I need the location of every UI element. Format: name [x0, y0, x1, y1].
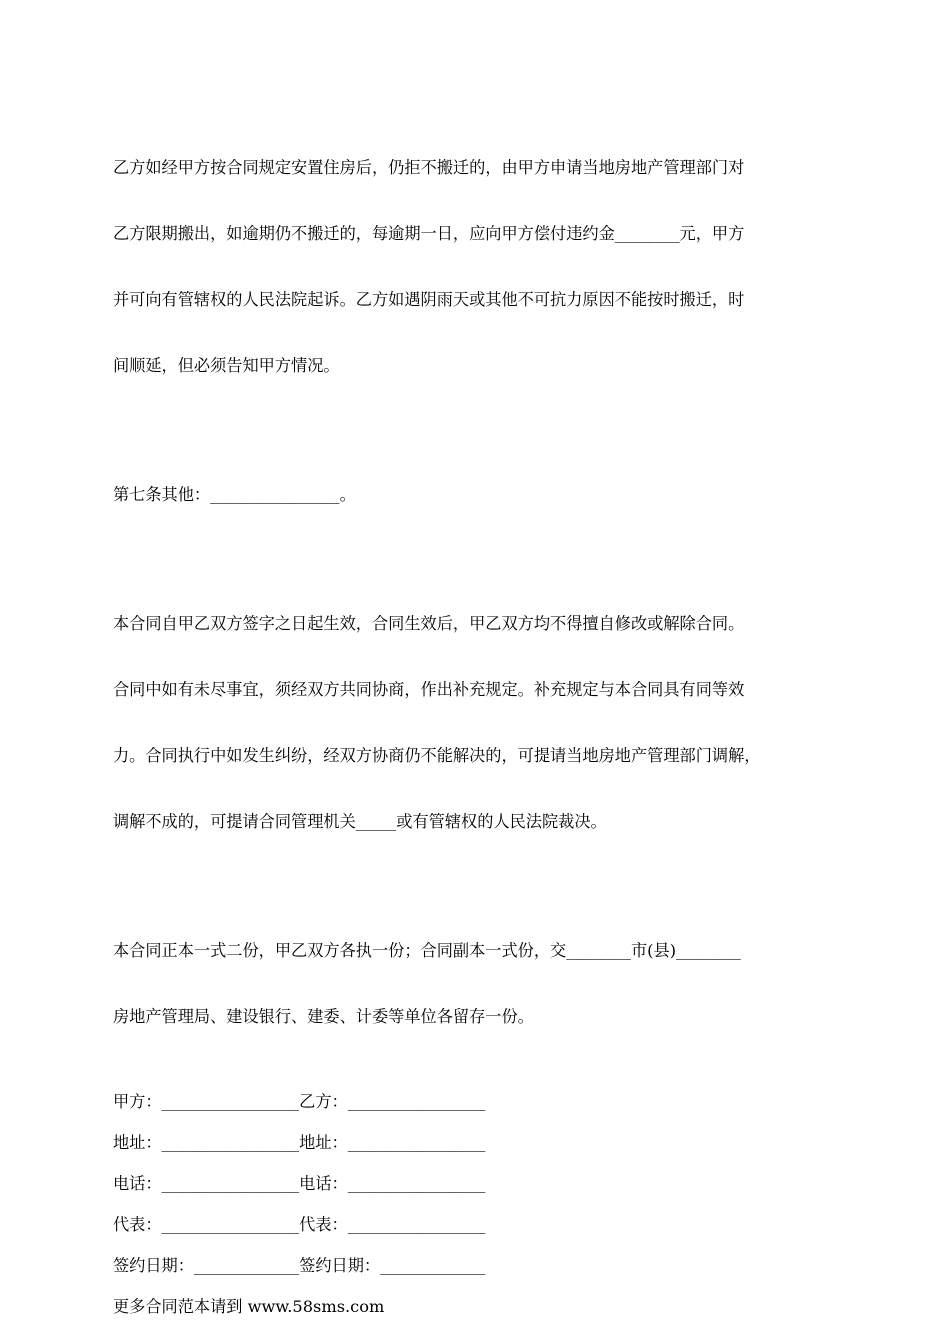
- signature-row-date: 签约日期：_____________签约日期：_____________: [113, 1256, 486, 1275]
- paragraph-article-seven: [113, 440, 845, 550]
- text-line: 力。合同执行中如发生纠纷，经双方协商仍不能解决的，可提请当地房地产管理部门调解，: [113, 746, 761, 765]
- text-line: 房地产管理局、建设银行、建委、计委等单位各留存一份。: [113, 1007, 534, 1026]
- paragraph-effectiveness: [113, 569, 845, 877]
- text-line: 间顺延，但必须告知甲方情况。: [113, 356, 340, 375]
- text-line: 乙方如经甲方按合同规定安置住房后，仍拒不搬迁的，由甲方申请当地房地产管理部门对: [113, 158, 745, 177]
- signature-row-representative: 代表：_________________代表：_________________: [113, 1215, 486, 1234]
- signature-row-phone: 电话：_________________电话：_________________: [113, 1174, 486, 1193]
- text-line: 乙方限期搬出，如逾期仍不搬迁的，每逾期一日，应向甲方偿付违约金________元，甲方: [113, 224, 745, 243]
- signature-row-address: 地址：_________________地址：_________________: [113, 1133, 486, 1152]
- document-page: [113, 113, 845, 1337]
- text-line: 本合同正本一式二份，甲乙双方各执一份；合同副本一式份，交________市(县)________: [113, 941, 741, 960]
- paragraph-relocation-penalty: [113, 113, 845, 421]
- text-line: 第七条其他：________________。: [113, 485, 356, 504]
- text-line: 本合同自甲乙双方签字之日起生效，合同生效后，甲乙双方均不得擅自修改或解除合同。: [113, 614, 745, 633]
- paragraph-copies: [113, 896, 845, 1072]
- signature-row-party: 甲方：_________________乙方：_________________: [113, 1092, 486, 1111]
- text-line: 并可向有管辖权的人民法院起诉。乙方如遇阴雨天或其他不可抗力原因不能按时搬迁，时: [113, 290, 745, 309]
- footer-note: 更多合同范本请到 www.58sms.com: [113, 1297, 385, 1316]
- text-line: 调解不成的，可提请合同管理机关_____或有管辖权的人民法院裁决。: [113, 812, 607, 831]
- text-line: 合同中如有未尽事宜，须经双方共同协商，作出补充规定。补充规定与本合同具有同等效: [113, 680, 745, 699]
